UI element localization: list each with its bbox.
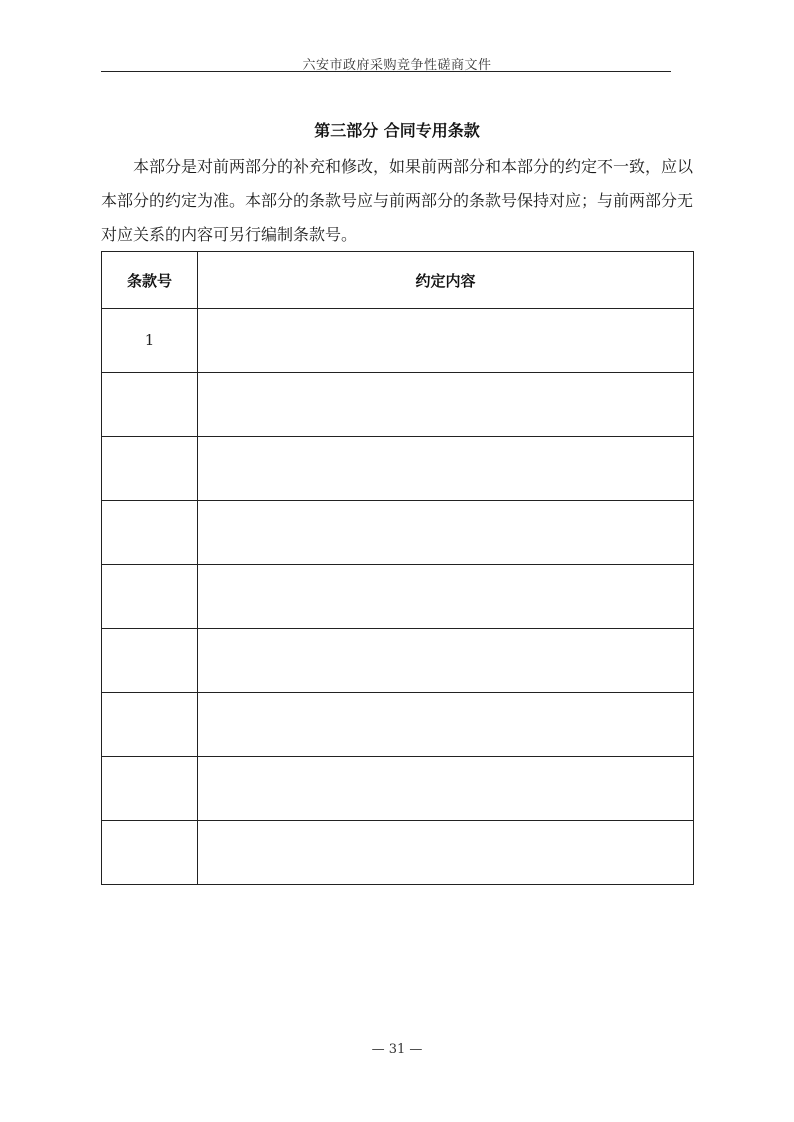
clause-number-cell <box>102 309 198 373</box>
clause-number <box>102 437 197 459</box>
clause-number <box>102 373 197 395</box>
agreed-content-cell <box>198 309 694 373</box>
clause-number-cell <box>102 821 198 885</box>
table-header-row <box>102 252 694 309</box>
table-row <box>102 757 694 821</box>
clause-number <box>102 757 197 779</box>
section-title: 第三部分 合同专用条款 <box>314 121 480 140</box>
agreed-content-header: 约定内容 <box>198 252 694 309</box>
clause-number-header: 条款号 <box>102 252 198 309</box>
header-divider <box>101 71 671 72</box>
clause-number-cell <box>102 565 198 629</box>
clause-number-cell <box>102 693 198 757</box>
clause-number-cell <box>102 629 198 693</box>
clause-number-cell <box>102 437 198 501</box>
table-row <box>102 437 694 501</box>
document-header: 六安市政府采购竞争性磋商文件 <box>302 58 492 73</box>
agreed-content-cell <box>198 501 694 565</box>
contract-clauses-table <box>101 251 694 885</box>
table-row <box>102 373 694 437</box>
agreed-content-cell <box>198 373 694 437</box>
clause-number <box>102 501 197 523</box>
table-row <box>102 693 694 757</box>
section-intro: 本部分是对前两部分的补充和修改，如果前两部分和本部分的约定不一致，应以本部分的约定为准。本部分的条款号应与前两部分的条款号保持对应；与前两部分无对应关系的内容可另行编制条款号。 <box>101 157 694 244</box>
agreed-content-cell <box>198 693 694 757</box>
agreed-content-cell <box>198 629 694 693</box>
clause-number-cell <box>102 373 198 437</box>
table-row <box>102 629 694 693</box>
clause-number <box>102 565 197 587</box>
clause-number-cell <box>102 757 198 821</box>
table-row <box>102 309 694 373</box>
table-row <box>102 821 694 885</box>
clause-number <box>102 693 197 715</box>
clause-number <box>102 821 197 843</box>
agreed-content-cell <box>198 757 694 821</box>
table-row <box>102 501 694 565</box>
clause-number-cell <box>102 501 198 565</box>
clause-number: 1 <box>144 331 155 349</box>
page-number: — 31 — <box>371 1042 423 1057</box>
agreed-content-cell <box>198 565 694 629</box>
clause-number <box>102 629 197 651</box>
table-row <box>102 565 694 629</box>
agreed-content-cell <box>198 821 694 885</box>
agreed-content-cell <box>198 437 694 501</box>
